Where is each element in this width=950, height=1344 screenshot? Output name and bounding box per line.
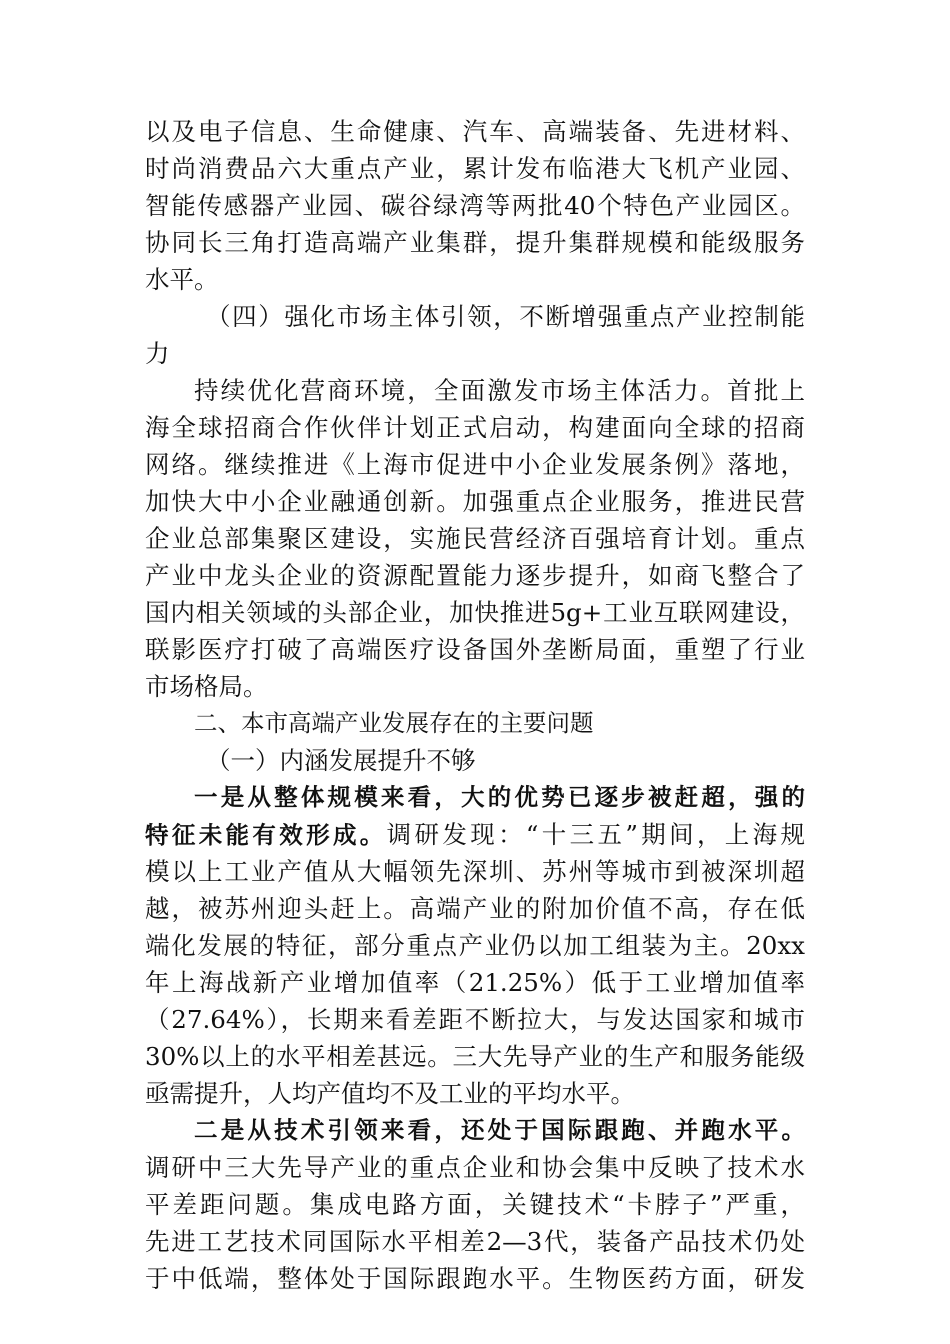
text-line: 企业总部集聚区建设，实施民营经济百强培育计划。重点 — [145, 524, 805, 553]
document-page — [145, 113, 805, 1297]
text-line: 产业中龙头企业的资源配置能力逐步提升，如商飞整合了 — [145, 561, 805, 590]
text-line: 以及电子信息、生命健康、汽车、高端装备、先进材料、 — [145, 117, 805, 146]
section-heading: （一）内涵发展提升不够 — [206, 746, 476, 775]
text-line: 网络。继续推进《上海市促进中小企业发展条例》落地， — [145, 450, 805, 479]
section-heading-cont: 力 — [145, 339, 170, 368]
text-line: 持续优化营商环境，全面激发市场主体活力。首批上 — [194, 376, 805, 405]
text-line: 先进工艺技术同国际水平相差2—3代，装备产品技术仍处 — [145, 1227, 805, 1256]
text-line: 协同长三角打造高端产业集群，提升集群规模和能级服务 — [145, 228, 805, 257]
text-line: 联影医疗打破了高端医疗设备国外垄断局面，重塑了行业 — [145, 635, 805, 664]
text-line: 海全球招商合作伙伴计划正式启动，构建面向全球的招商 — [145, 413, 805, 442]
text-line — [145, 816, 805, 853]
text-line: 时尚消费品六大重点产业，累计发布临港大飞机产业园、 — [145, 154, 805, 183]
text-line: 智能传感器产业园、碳谷绿湾等两批40个特色产业园区。 — [145, 191, 805, 220]
bold-lead-line: 二是从技术引领来看，还处于国际跟跑、并跑水平。 — [194, 1116, 805, 1144]
text-line: 加快大中小企业融通创新。加强重点企业服务，推进民营 — [145, 487, 805, 516]
text-line: 亟需提升，人均产值均不及工业的平均水平。 — [145, 1079, 635, 1108]
text-line: 年上海战新产业增加值率（21.25%）低于工业增加值率 — [145, 968, 805, 997]
text-line: 越，被苏州迎头赶上。高端产业的附加价值不高，存在低 — [145, 894, 805, 923]
text-line: 于中低端，整体处于国际跟跑水平。生物医药方面，研发 — [145, 1264, 805, 1293]
bold-lead-text: 特征未能有效形成。 — [145, 821, 387, 849]
text-line: 国内相关领域的头部企业，加快推进5g+工业互联网建设， — [145, 598, 805, 627]
text-line: 水平。 — [145, 265, 219, 294]
text-line: 30%以上的水平相差甚远。三大先导产业的生产和服务能级 — [145, 1042, 805, 1071]
text-line: 模以上工业产值从大幅领先深圳、苏州等城市到被深圳超 — [145, 857, 805, 886]
body-text: 调研发现：“十三五”期间，上海规 — [386, 820, 805, 849]
chapter-heading: 二、本市高端产业发展存在的主要问题 — [194, 709, 594, 737]
text-line: 调研中三大先导产业的重点企业和协会集中反映了技术水 — [145, 1153, 805, 1182]
section-heading: （四）强化市场主体引领，不断增强重点产业控制能 — [206, 302, 805, 331]
text-line: 市场格局。 — [145, 672, 268, 701]
text-line: （27.64%），长期来看差距不断拉大，与发达国家和城市 — [145, 1005, 805, 1034]
text-line: 平差距问题。集成电路方面，关键技术“卡脖子”严重， — [145, 1190, 805, 1219]
bold-lead-line: 一是从整体规模来看，大的优势已逐步被赶超，强的 — [194, 783, 805, 811]
text-line: 端化发展的特征，部分重点产业仍以加工组装为主。20xx — [145, 931, 805, 960]
